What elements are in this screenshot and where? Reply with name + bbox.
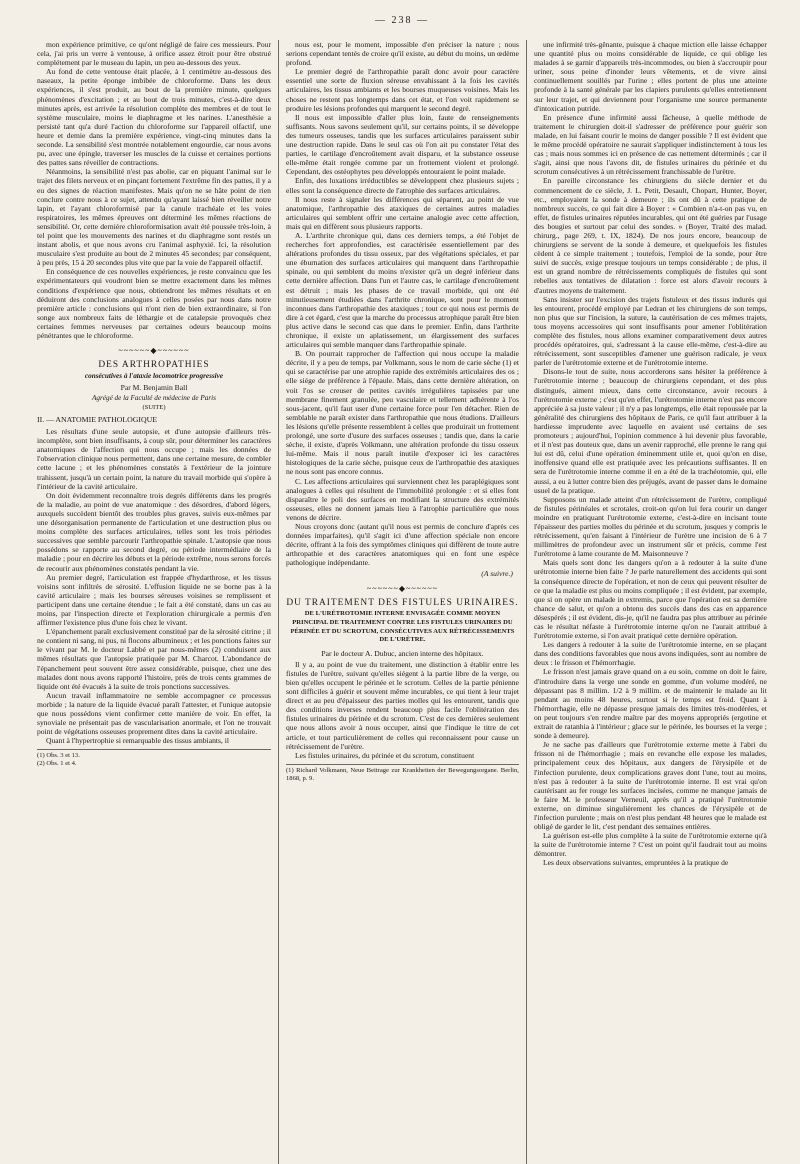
paragraph: C. Les affections articulaires qui surviennent chez les paraplégiques sont analogues à celles qui résultent de l'immobilité prolongée : et si elles font disparaître le poli des surfaces en modifiant la structure des extrémités osseuses, elles ne donnent jamais lieu à l'atrophie particulière que nous venons de décrire. [285, 476, 519, 522]
article-author: Par M. Benjamin Ball [120, 383, 188, 393]
paragraph: Quant à l'hypertrophie si remarquable des tissus ambiants, il [46, 736, 229, 746]
paragraph: Au fond de cette ventouse était placée, à 1 centimètre au-dessous des naseaux, la petite éponge imbibée de chloroforme. Dans les deux expériences, il s'est produit, au bout de la première minute, quelques phénomènes d'excitation ; et au bout de trois minutes, c'est-à-dire deux minutes après, est arrivée la résolution complète des membres et de tout le système musculaire, moins le diaphragme et les narines. L'anesthésie a persisté tant qu'a duré l'action du chloroforme sur l'appareil olfactif, une heure et demie dans la première expérience, vingt-cinq minutes dans la seconde. La sensibilité s'est montrée notablement engourdie, car nous avons pu, avec une épingle, traverser les muscles de la cuisse et certaines portions des pattes sans réveiller de contractions. [37, 67, 271, 168]
paragraph: En conséquence de ces nouvelles expériences, je reste convaincu que les expérimentateurs qui voudront bien se mettre exactement dans les mêmes conditions d'expérience que nous, obtiendront les mêmes résultats et en déduiront des conclusions analogues à celles posées par nous dans notre première article : conclusions qui n'ont rien de bien extraordinaire, si l'on songe aux nombreux faits de léthargie et de catalepsie provoqués chez certaines femmes nerveuses par certaines odeurs beaucoup moins pénétrantes que le chloroforme. [37, 267, 271, 340]
paragraph: En présence d'une infirmité aussi fâcheuse, à quelle méthode de traitement le chirurgien doit-il s'adresser de préférence pour guérir son malade, en lui faisant courir le moins de danger possible ? Il est évident que le même procédé opératoire ne saurait s'appliquer indistinctement à tous les cas ; mais nous sommes ici en présence de cas nettement déterminés ; car il s'agit, ainsi que nous l'avons dit, de fistules urinaires du périnée et du scrotum consécutives à un rétrécissement franchissable de l'urètre. [533, 112, 767, 177]
article-subtitle: DE L'URÉTROTOMIE INTERNE ENVISAGÉE COMME MOYEN PRINCIPAL DE TRAITEMENT CONTRE LES FISTULES URINAIRES DU PÉRINÉE ET DU SCROTUM, CONSÉCUTIVES AUX RÉTRÉCISSEMENTS DE L'URÈTRE. [290, 610, 515, 644]
columns [30, 40, 774, 1164]
paragraph: Supposons un malade atteint d'un rétrécissement de l'urètre, compliqué de fistules périnéales et scrotales, croit-on qu'on lui fera courir un danger moindre en pratiquant l'urétrotomie externe, c'est-à-dire en incisant toute l'épaisseur des parties molles du périnée et du scrotum, jusques y compris le rétrécissement, qu'en faisant à l'intérieur de l'urètre une incision de 6 à 7 millimètres de profondeur avec un instrument sûr et précis, comme l'est l'urétrotome à lame courante de M. Maisonneuve ? [533, 494, 767, 559]
column-1 [30, 40, 278, 1164]
paragraph: Enfin, des luxations irréductibles se développent chez plusieurs sujets ; elles sont la conséquence directe de l'atrophie des surfaces articulaires. [285, 176, 519, 195]
paragraph: Je ne sache pas d'ailleurs que l'urétrotomie externe mette à l'abri du frisson ni de l'hémorrhagie ; mais en revanche elle expose les malades, principalement ceux des hôpitaux, aux dangers de l'érysipèle et de l'infection purulente, deux complications graves dont l'une, tout au moins, n'est pas à redouter à la suite de l'urétrotomie interne. Il est vrai qu'on cautérisant au fer rouge les surfaces incisées, comme ne manque jamais de le faire M. le professeur Verneuil, après qu'il a pratiqué l'urétrotomie externe, on diminue singulièrement les chances de l'érysipèle et de l'infection purulente ; mais on n'est plus pendant 48 heures que le malade est obligé de garder le lit, c'est pendant des semaines entières. [533, 740, 767, 832]
paragraph: Disons-le tout de suite, nous accorderons sans hésiter la préférence à l'urétrotomie interne ; beaucoup de chirurgiens cependant, et des plus distingués, aiment mieux, dans cette circonstance, avoir recours à l'urétrotomie externe ; c'est qu'en effet, l'urétrotomie interne n'est pas encore appréciée à sa juste valeur ; il n'y a pas longtemps, elle était repoussée par la généralité des chirurgiens des hôpitaux de Paris, ce qu'il faut attribuer à la hardiesse imprudente avec laquelle en avaient usé certains de ses promoteurs ; aujourd'hui, l'opinion commence à lui devenir plus favorable, et il n'est pas douteux que, dans un avenir rapproché, elle prenne le rang qui lui est dû, celui d'une opération éminemment utile et, quoi qu'on en dise, inoffensive quand elle est pratiquée avec les précautions suffisantes. Il en sera de l'urétrotomie interne comme il en a été de la trachéotomie, qui, elle aussi, a eu à lutter contre bien des préjugés, avant de passer dans le domaine usuel de la pratique. [533, 367, 767, 495]
paragraph: On doit évidemment reconnaître trois degrés différents dans les progrès de la maladie, au point de vue anatomique : des désordres, d'abord légers, auxquels succèdent bientôt des troubles plus graves, suivis eux-mêmes par une désorganisation permanente de l'articulation et une destruction plus ou moins complète des surfaces articulaires, telles sont les trois périodes successives que semble parcourir l'arthropathie spinale. L'autopsie que nous possédons se rapporte au second degré, ou période intermédiaire de la maladie ; pour en décrire les débuts et la période extrême, nous serons forcés de recourir aux phénomènes constatés pendant la vie. [37, 490, 271, 573]
paragraph: Les résultats d'une seule autopsie, et d'une autopsie d'ailleurs très-incomplète, sont bien insuffisants, à coup sûr, pour déterminer les caractères anatomiques de l'affection qui nous occupe ; mais les données de l'observation clinique nous permettent, dans une certaine mesure, de combler cette lacune ; et les phénomènes constatés à l'extérieur de la jointure trahissent, jusqu'à un certain point, la nature du travail morbide qui s'opère à l'intérieur de la cavité articulaire. [37, 427, 271, 491]
paragraph: En pareille circonstance les chirurgiens du siècle dernier et du commencement de ce siècle, J. L. Petit, Desault, Chopart, Hunter, Boyer, etc., employaient la sonde à demeure ; ils ont dû à cette pratique de nombreux succès, ce qui fait dire à Boyer : « Combien n'a-t-on pas vu, en effet, de fistules urinaires réputées incurables, qui ont été guéries par l'usage des bougies et surtout par celui des sondes. » (Boyer, Traité des malad. chirurg., page 269, t. IX, 1824). De nos jours encore, beaucoup de chirurgiens se servent de la sonde à demeure, et quelquefois les fistules cèdent à ce simple traitement ; toutefois, l'emploi de la sonde, pour être suivi de succès, exige presque toujours un temps considérable ; de plus, il est un grand nombre de rétrécissements compliqués de fistules qui sont rebelles aux tentatives de dilatation : force est alors d'avoir recours à d'autres moyens de traitement. [533, 176, 767, 295]
paragraph: nous est, pour le moment, impossible d'en préciser la nature ; nous serions cependant tentés de croire qu'il existe, au début du moins, un œdème profond. [285, 40, 519, 68]
author-affiliation: Agrégé de la Faculté de médecine de Paris [92, 394, 216, 403]
paragraph: Nous croyons donc (autant qu'il nous est permis de conclure d'après ces données imparfaites), qu'il s'agit ici d'une affection spéciale non encore décrite, offrant à la fois des symptômes cliniques qui diffèrent de toute autre arthropathie et des caractères anatomiques qui en font une espèce pathologique indépendante. [285, 521, 519, 568]
article-title: DES ARTHROPATHIES [98, 360, 210, 371]
paragraph: mon expérience primitive, ce qu'ont négligé de faire ces messieurs. Pour cela, j'ai pris un verre à ventouse, à orifice assez étroit pour être obstrué complétement par le museau du lapin, un peu au-dessous des yeux. [37, 40, 271, 68]
footnotes [286, 764, 519, 783]
section-heading: II. — ANATOMIE PATHOLOGIQUE [37, 415, 157, 425]
paragraph: L'épanchement paraît exclusivement constitué par de la sérosité citrine ; il ne contient ni sang, ni pus, ni flocons albumineux ; et les ponctions faites sur le vivant par M. le docteur Labbé et par nous-mêmes (2) conduisent aux mêmes résultats que l'autopsie pratiquée par M. Charcot. L'abondance de l'épanchement peut souvent être assez considérable, puisque, chez une des malades dont nous avons rapporté l'histoire, près de trois cents grammes de liquide ont été évacués à la suite de trois ponctions successives. [37, 627, 271, 691]
to-be-continued: (A suivre.) [481, 569, 513, 579]
paragraph: Aucun travail inflammatoire ne semble accompagner ce processus morbide ; la nature de la liquide évacué paraît l'attester, et l'unique autopsie que nous possédons vient confirmer cette manière de voir. En effet, la synoviale ne présentait pas de vascularisation anormale, et l'on ne trouvait point de végétations osseuses proprement dites dans la cavité articulaire. [37, 690, 271, 737]
paragraph: La guérison est-elle plus complète à la suite de l'urétrotomie externe qu'à la suite de l'urétrotomie interne ? C'est un point qu'il faudrait tout au moins démontrer. [533, 831, 767, 859]
article-subtitle: consécutives à l'ataxie locomotrice progressive [84, 372, 224, 381]
paragraph: Les fistules urinaires, du périnée et du scrotum, constituent [294, 750, 475, 760]
column-2 [278, 40, 526, 1164]
paragraph: Il nous est impossible d'aller plus loin, faute de renseignements suffisants. Nous savons seulement qu'il, sur certains points, il se développe des tumeurs osseuses, tandis que les surfaces articulaires paraissent subir une destruction rapide. Dans le seul cas où l'on ait pu constater l'état des parties, le cartilage d'encroûtement avait disparu, et la substance osseuse elle-même était rongée comme par un frottement violent et prolongé. Cependant, des ostéophytes peu développés entouraient le point malade. [285, 112, 519, 177]
paragraph: Néanmoins, la sensibilité n'est pas abolie, car en piquant l'animal sur le trajet des filets nerveux et en pinçant fortement l'extrême fin des pattes, il y a eu des signes de réaction manifestes. Mais qu'on ne se hâte point de rien conclure contre nous à ce sujet, attendu qu'ayant laissé bien réveiller notre lapin, et l'ayant chloroformisé par la canule trachéale et les voies respiratoires, les mêmes épreuves ont déterminé les mêmes réactions de sensibilité. Or, cette dernière chloroformisation avait été poussée très-loin, à tel point que les mouvements des narines et du diaphragme sont restés un instant abolis, et que nous avons cru l'animal asphyxié. Ici, la résolution musculaire s'est produite au bout de 2 minutes 45 secondes; par conséquent, à peu près, 15 à 20 secondes plus vite que par la voie de l'appareil olfactif. [37, 167, 271, 268]
paragraph: Les dangers à redouter à la suite de l'urétrotomie interne, en se plaçant dans des conditions favorables que nous avons indiquées, sont au nombre de deux : le frisson et l'hémorrhagie. [533, 640, 767, 668]
section-separator: ~~~~~~◆~~~~~~ [118, 346, 190, 356]
continuation-note: (SUITE) [142, 404, 166, 412]
paragraph: Les deux observations suivantes, empruntées à la pratique de [542, 858, 729, 868]
column-3 [526, 40, 774, 1164]
paragraph: Sans insister sur l'excision des trajets fistuleux et des tissus indurés qui les entourent, procédé employé par Ledran et les chirurgiens de son temps, non plus que sur l'incision, la suture, la cautérisation de ces mêmes trajets, tous moyens accessoires qui sont insuffisants pour amener l'oblitération complète des fistules, nous allons examiner comparativement deux autres procédés opératoires, qui, s'adressant à la cause elle-même, c'est-à-dire au rétrécissement, sont susceptibles d'amener une guérison radicale, je veux parler de l'urétrotomie externe et de l'urétrotomie interne. [533, 294, 767, 368]
paragraph: Il nous reste à signaler les différences qui séparent, au point de vue anatomique, l'arthropathie des ataxiques de certaines autres maladies articulaires qui semblent offrir une certaine analogie avec cette affection, mais qui en diffèrent sous plusieurs rapports. [285, 194, 519, 231]
paragraph: A. L'arthrite chronique qui, dans ces derniers temps, a été l'objet de recherches fort approfondies, est caractérisée essentiellement par des altérations profondes du tissu osseux, par des végétations spéciales, et par une éburnation des surfaces articulaires qui manquent dans l'arthropathie spinale, ou qui semblent du moins n'exister qu'à un degré inférieur dans cette dernière affection. Dans l'un et l'autre cas, le cartilage d'encroûtement est détruit ; mais les phases de ce travail morbide, qui ont été minutieusement étudiées dans l'arthrite chronique, sont pour le moment inconnues dans l'arthropathie des ataxiques ; tout ce qui nous est permis de dire à cet égard, c'est que la marche du processus atrophique paraît être bien plus active dans le second cas que dans le premier. Enfin, dans l'arthrite chronique, il existe un aplatissement, un élargissement des surfaces articulaires qui semble manquer dans l'arthropathie spinale. [285, 230, 519, 350]
footnote: (2) Obs. 1 et 4. [37, 760, 77, 768]
article-author: Par le docteur A. Dubuc, ancien interne des hôpitaux. [321, 648, 484, 658]
paragraph: Le premier degré de l'arthropathie paraît donc avoir pour caractère essentiel une sorte de fluxion séreuse envahissant à la fois les cavités articulaires, les tissus ambiants et les bourses muqueuses voisines. Mais les choses ne restent pas longtemps dans cet état, et l'on voit rapidement se produire les lésions profondes qui marquent le second degré. [285, 67, 519, 113]
footnote: (1) Richard Volkmann, Neue Beitrage zur Krankheiten der Bewegungsorgane. Berlin, 1868, p. 9. [285, 766, 519, 782]
page-number: — 238 — [375, 15, 429, 26]
section-separator: ~~~~~~◆~~~~~~ [366, 584, 438, 594]
article-title: DU TRAITEMENT DES FISTULES URINAIRES. [286, 598, 519, 609]
paragraph: une infirmité très-gênante, puisque à chaque miction elle laisse échapper une quantité plus ou moins considérable de liquide, ce qui oblige les malades à se garnir d'appareils très-incommodes, ou bien à s'accroupir pour uriner, sous peine d'inonder leurs vêtements, et de vivre ainsi continuellement souillés par l'urine ; elles portent de plus une atteinte profonde à la santé générale par les clapiers purulents qu'elles entretiennent sur leur trajet, et qui deviennent pour l'organisme une source permanente d'intoxication putride. [533, 40, 767, 113]
paragraph: Il y a, au point de vue du traitement, une distinction à établir entre les fistules de l'urètre, suivant qu'elles siégent à la partie libre de la verge, ou bien qu'elles occupent le périnée et le scrotum. Celles de la partie pénienne sont difficiles à guérir et souvent même incurables, ce qui tient à leur trajet direct et au peu d'épaisseur des parties molles qui les entourent, tandis que des conditions inverses rendent beaucoup plus facile l'oblitération des fistules urinaires du périnée et du scrotum. C'est de ces dernières seulement que nous allons avoir à nous occuper, ainsi que l'indique le titre de cet article, et tout particulièrement de celles qui reconnaissent pour cause un rétrécissement de l'urètre. [285, 659, 519, 751]
footnote: (1) Obs. 3 et 13. [37, 752, 80, 760]
paragraph: Mais quels sont donc les dangers qu'on a à redouter à la suite d'une urétrotomie interne bien faite ? Je parle naturellement des accidents qui sont la conséquence directe de l'opération, et non de ceux qui peuvent résulter de ce que la maladie est plus ou moins compliquée ; il est évident, par exemple, que si on opère un malade in extremis, parce que l'opération est sa dernière chance de salut, et qu'on a obtenu des succès dans des cas en apparence désespérés ; il est évident, dis-je, qu'il ne faudra pas plus attribuer au périnée cas le résultat néfaste à l'urétrotomie interne qu'on ne l'aurait attribué à l'urétrotomie externe, si l'on avait pratiqué cette dernière opération. [533, 558, 767, 641]
paragraph: B. On pourrait rapprocher de l'affection qui nous occupe la maladie décrite, il y a peu de temps, par Volkmann, sous le nom de carie sèche (1) et qui se caractérise par une atrophie rapide des extrémités articulaires des os ; elle siége de préférence à l'épaule. Mais, dans cette dernière altération, on voit l'os se creuser de petites cavités irrégulières tapissées par une membrane finement granulée, peu vasculaire et tellement adhérente à l'os sous-jacent, qu'il faut user d'une certaine force pour l'en détacher. Rien de semblable ne paraît exister dans l'arthropathie que nous étudions. D'ailleurs les lésions qu'elle présente ressemblent à celles que produirait un frottement prolongé, une sorte d'usure des surfaces osseuses ; tandis que, dans la carie sèche, il existe, d'après Volkmann, une altération profonde du tissu osseux lui-même. Mais il nous paraît inutile d'exposer ici les caractères histologiques de la carie sèche, puisque ceux de l'arthropathie des ataxiques ne nous sont pas encore connus. [285, 349, 519, 477]
footnotes [37, 749, 271, 768]
paragraph: Le frisson n'est jamais grave quand on a eu soin, comme on doit le faire, d'introduire dans la verge une sonde en gomme, d'un volume modéré, ne dépassant pas 8 millim. 1/2 à 9 millim. et de maintenir le malade au lit pendant au moins 48 heures, surtout si le temps est froid. Quant à l'hémorrhagie, elle ne dépasse presque jamais des limites très-modérées, et on peut toujours s'en rendre maître par des moyens appropriés (ergotine et extrait de ratanhia à l'intérieur ; glace sur le périnée, les bourses et la verge ; sonde à demeure). [533, 667, 767, 741]
paragraph: Au premier degré, l'articulation est frappée d'hydarthrose, et les tissus voisins sont infiltrés de sérosité. L'effusion liquide ne se borne pas à la cavité articulaire ; mais les bourses séreuses voisines se remplissent et participent dans une certaine étendue ; le fait a été constaté, dans un cas au moins, par l'inspection directe et l'exploration chirurgicale a permis d'en affirmer l'existence plus d'une fois chez le vivant. [37, 572, 271, 628]
